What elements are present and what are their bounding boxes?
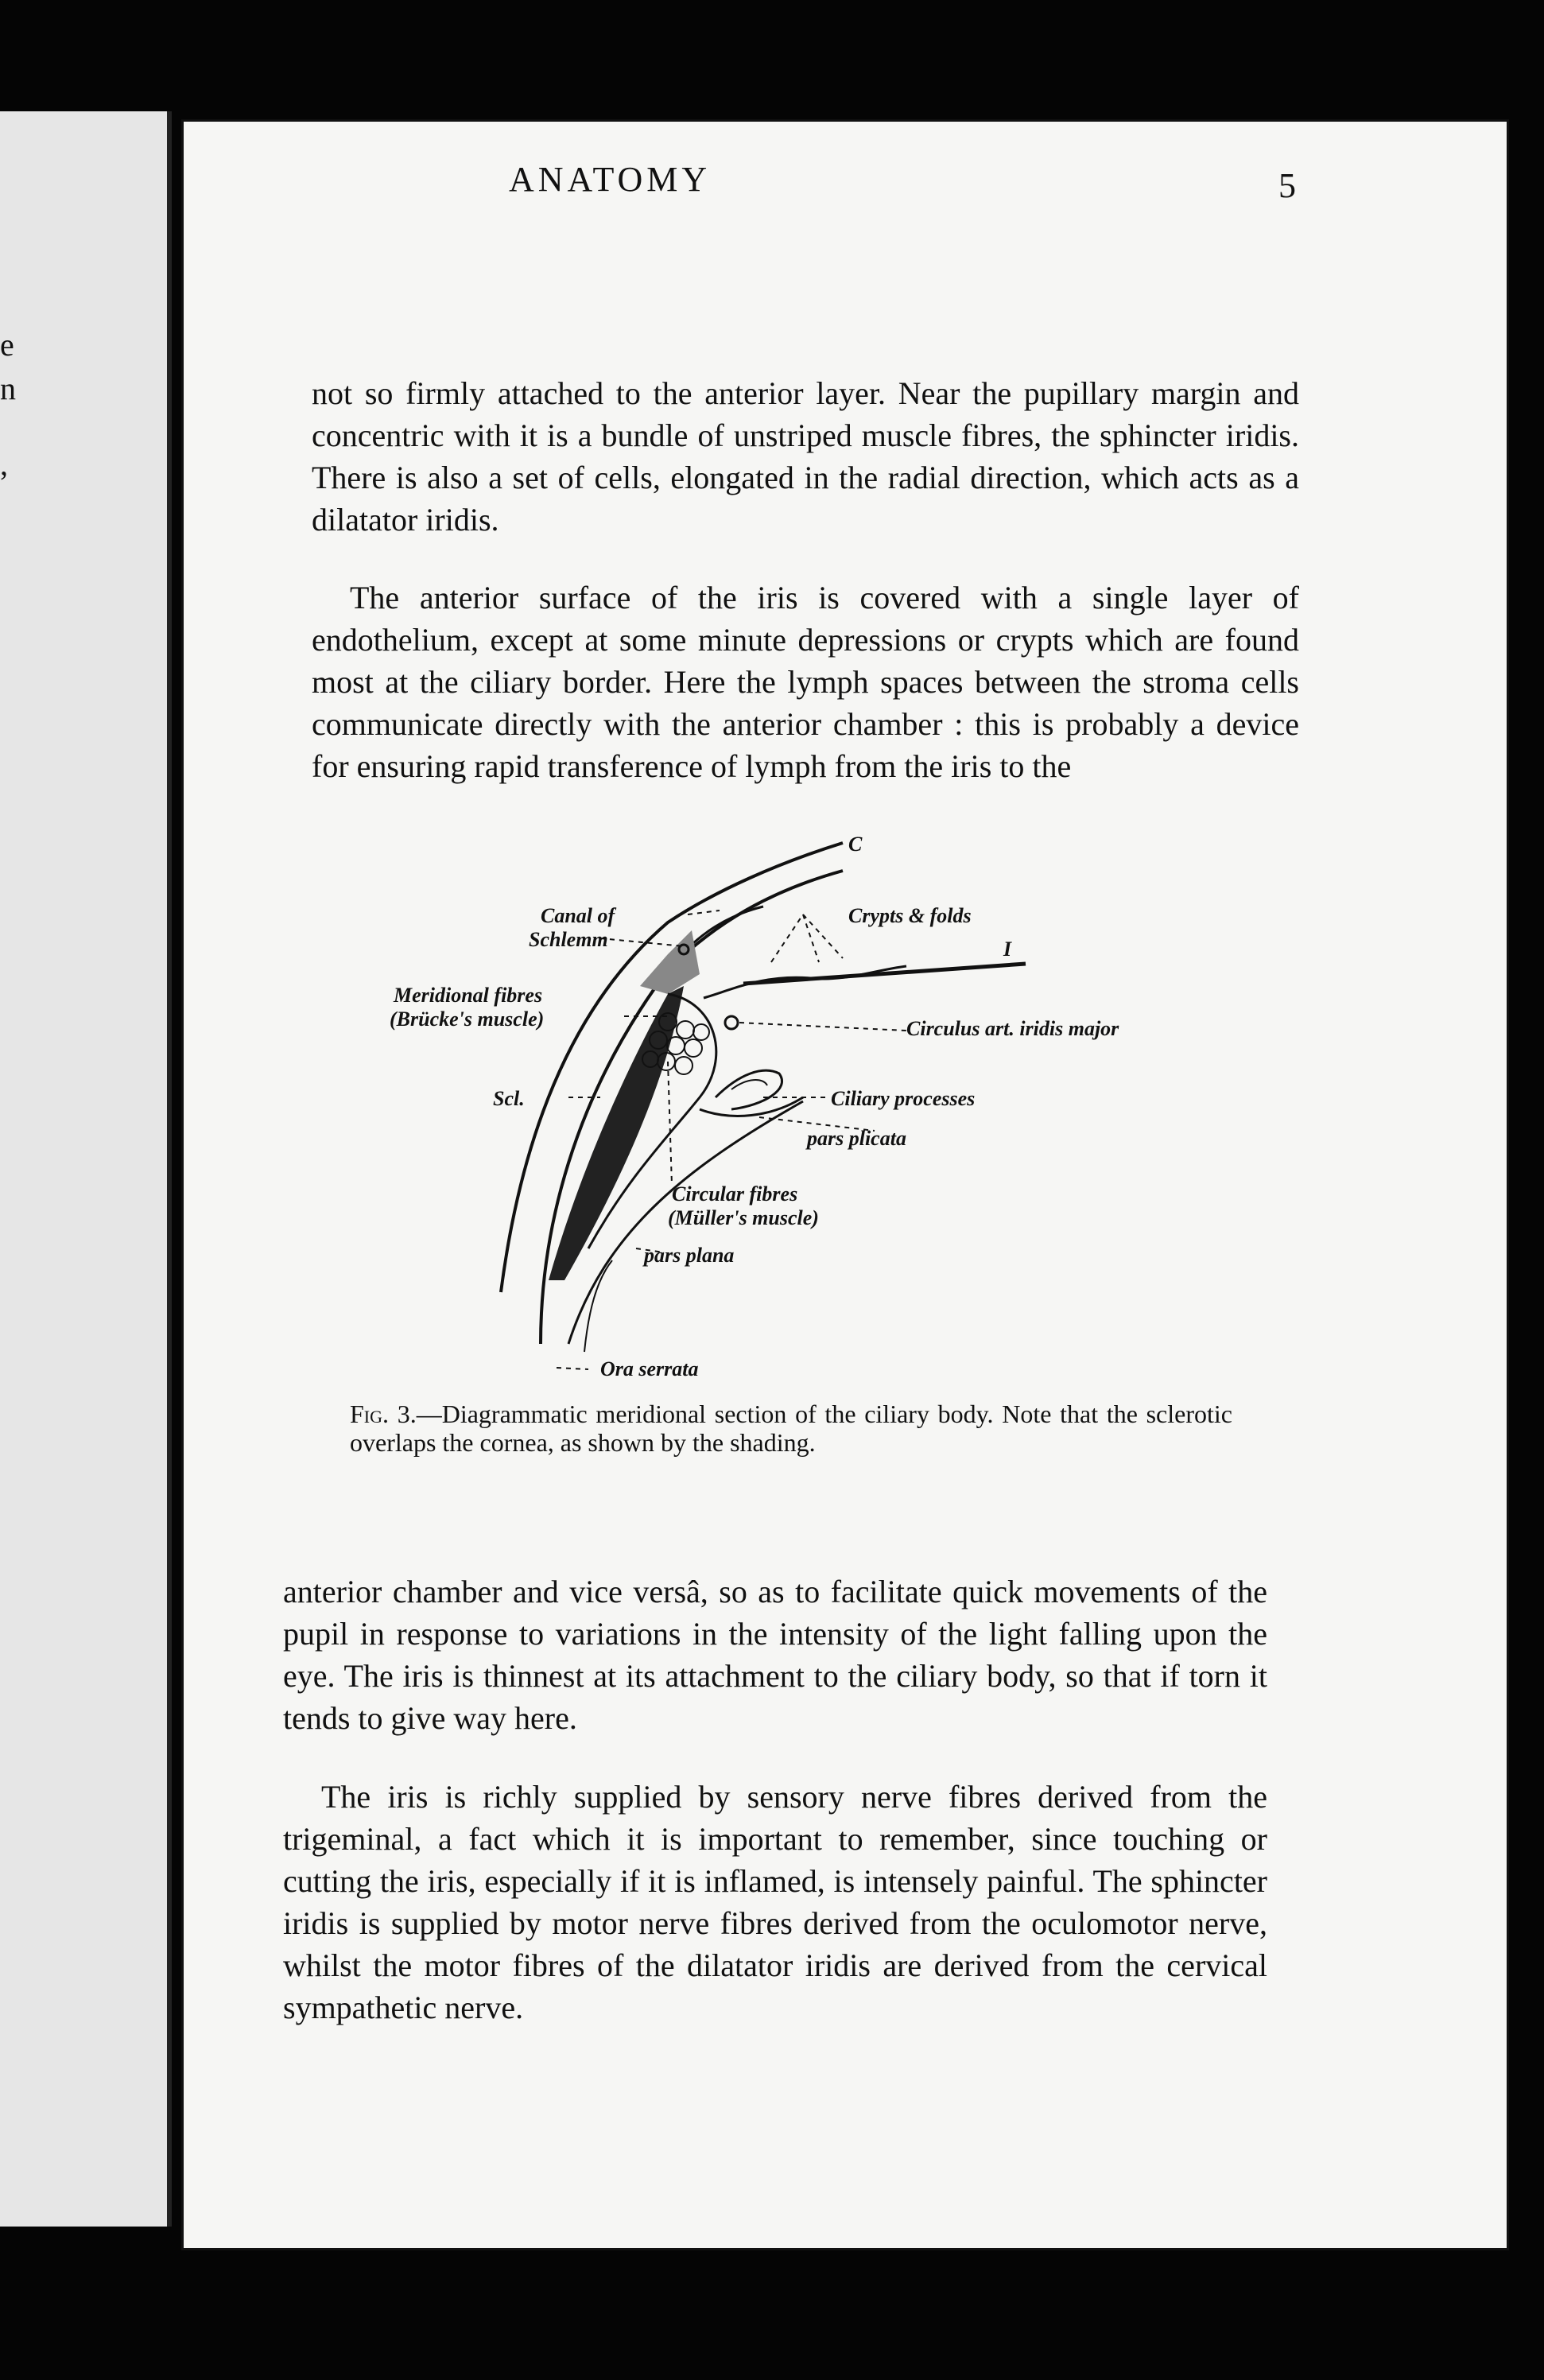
iris-line [743, 964, 1026, 984]
label-mullers-muscle: (Müller's muscle) [668, 1206, 819, 1229]
label-i: I [1003, 938, 1012, 961]
label-schlemm: Schlemm [529, 928, 608, 951]
page-number: 5 [1278, 166, 1296, 205]
left-page-fragment: e [0, 327, 14, 363]
label-pars-plicata: pars plicata [807, 1127, 906, 1150]
paragraph-4 [283, 1776, 1267, 2029]
label-circular-fibres: Circular fibres [672, 1182, 798, 1206]
ciliary-process-loop [716, 1070, 782, 1109]
paragraph-1: not so firmly attached to the anterior layer. Near the pupillary margin and concentric with it is a bundle of unstriped muscle fibres, the sphincter iridis. There is also a set of cells, elongated in the radial direction, which acts as a dilatator iridis. [312, 375, 1299, 538]
label-ora-serrata: Ora serrata [600, 1357, 699, 1380]
label-crypts-folds: Crypts & folds [848, 904, 972, 927]
ora-serrata-line [584, 1260, 612, 1352]
label-brucke-muscle: (Brücke's muscle) [390, 1008, 545, 1031]
circulus-vessel [725, 1016, 738, 1029]
running-head: ANATOMY [509, 160, 712, 199]
caption-figure-number: Fig. 3. [350, 1400, 417, 1428]
label-meridional-fibres: Meridional fibres [394, 984, 543, 1007]
left-page-fragment: , [0, 446, 8, 482]
label-circulus: Circulus art. iridis major [906, 1017, 1119, 1040]
iris-surface-line [704, 966, 906, 998]
paragraph-2-text: The anterior surface of the iris is covered with a single layer of endothelium, except at some minute depressions or crypts which are found most at the ciliary border. Here the lymph spaces between the stroma cells communicate directly with the anterior chamber : this is probably a device for ensuring rapid transference of lymph from the iris to the [312, 580, 1299, 784]
caption-text: —Diagrammatic meridional section of the ciliary body. Note that the sclerotic overlaps the cornea, as shown by the shading. [350, 1400, 1232, 1457]
left-page-fragment: n [0, 371, 16, 406]
label-scl: Scl. [493, 1087, 525, 1110]
paragraph-2 [312, 577, 1299, 787]
ciliary-process-edge [700, 1097, 803, 1116]
paragraph-3: anterior chamber and vice versâ, so as to facilitate quick movements of the pupil in response to variations in the intensity of the light falling upon the eye. The iris is thinnest at its attachment to the ciliary body, so that if torn it tends to give way here. [283, 1574, 1267, 1736]
figure-caption [350, 1400, 1232, 1457]
label-canal-of: Canal of [541, 904, 615, 927]
label-ciliary-processes: Ciliary processes [831, 1087, 976, 1110]
label-pars-plana: pars plana [644, 1244, 735, 1267]
left-page-edge [0, 111, 172, 2227]
ciliary-body-diagram [390, 833, 1224, 1392]
paragraph-4-text: The iris is richly supplied by sensory nerve fibres derived from the trigeminal, a fact which it is important to remember, since touching or cutting the iris, especially if it is inflamed, is intensely painful. The sphincter iridis is supplied by motor nerve fibres derived from the oculomotor nerve, whilst the motor fibres of the dilatator iridis are derived from the cervical sympathetic nerve. [283, 1779, 1267, 2025]
figure-ciliary-body [390, 833, 1224, 1392]
label-c: C [848, 833, 863, 856]
